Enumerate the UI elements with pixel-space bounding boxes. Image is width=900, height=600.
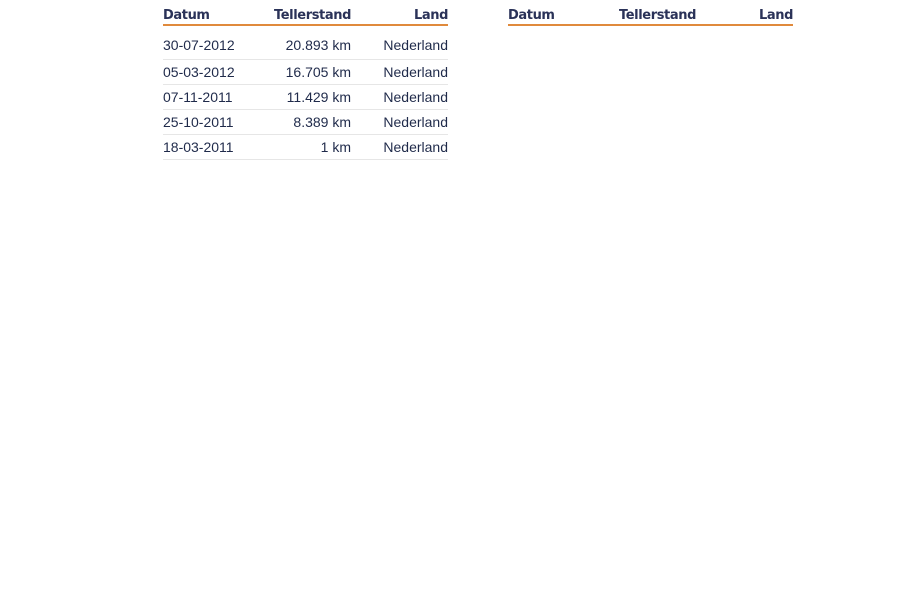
table-header-row [163,0,448,25]
cell-odometer: 20.893 km [258,25,351,60]
cell-country: Nederland [351,85,448,110]
cell-date: 18-03-2011 [163,135,258,160]
cell-country: Nederland [351,60,448,85]
cell-date: 07-11-2011 [163,85,258,110]
cell-country: Nederland [351,110,448,135]
cell-odometer: 11.429 km [258,85,351,110]
table-row [163,110,448,135]
table-row [163,60,448,85]
table-row [163,25,448,60]
column-header-date: Datum [508,0,603,25]
column-header-country: Land [696,0,793,25]
column-header-odometer: Tellerstand [603,0,696,25]
cell-odometer: 16.705 km [258,60,351,85]
table-row [163,85,448,110]
column-header-country: Land [351,0,448,25]
cell-date: 05-03-2012 [163,60,258,85]
cell-country: Nederland [351,25,448,60]
odometer-table-right [508,0,793,26]
column-header-odometer: Tellerstand [258,0,351,25]
table-row [163,135,448,160]
cell-odometer: 1 km [258,135,351,160]
column-header-date: Datum [163,0,258,25]
cell-date: 30-07-2012 [163,25,258,60]
cell-date: 25-10-2011 [163,110,258,135]
table-header-row [508,0,793,25]
cell-odometer: 8.389 km [258,110,351,135]
odometer-table-left [163,0,448,160]
cell-country: Nederland [351,135,448,160]
